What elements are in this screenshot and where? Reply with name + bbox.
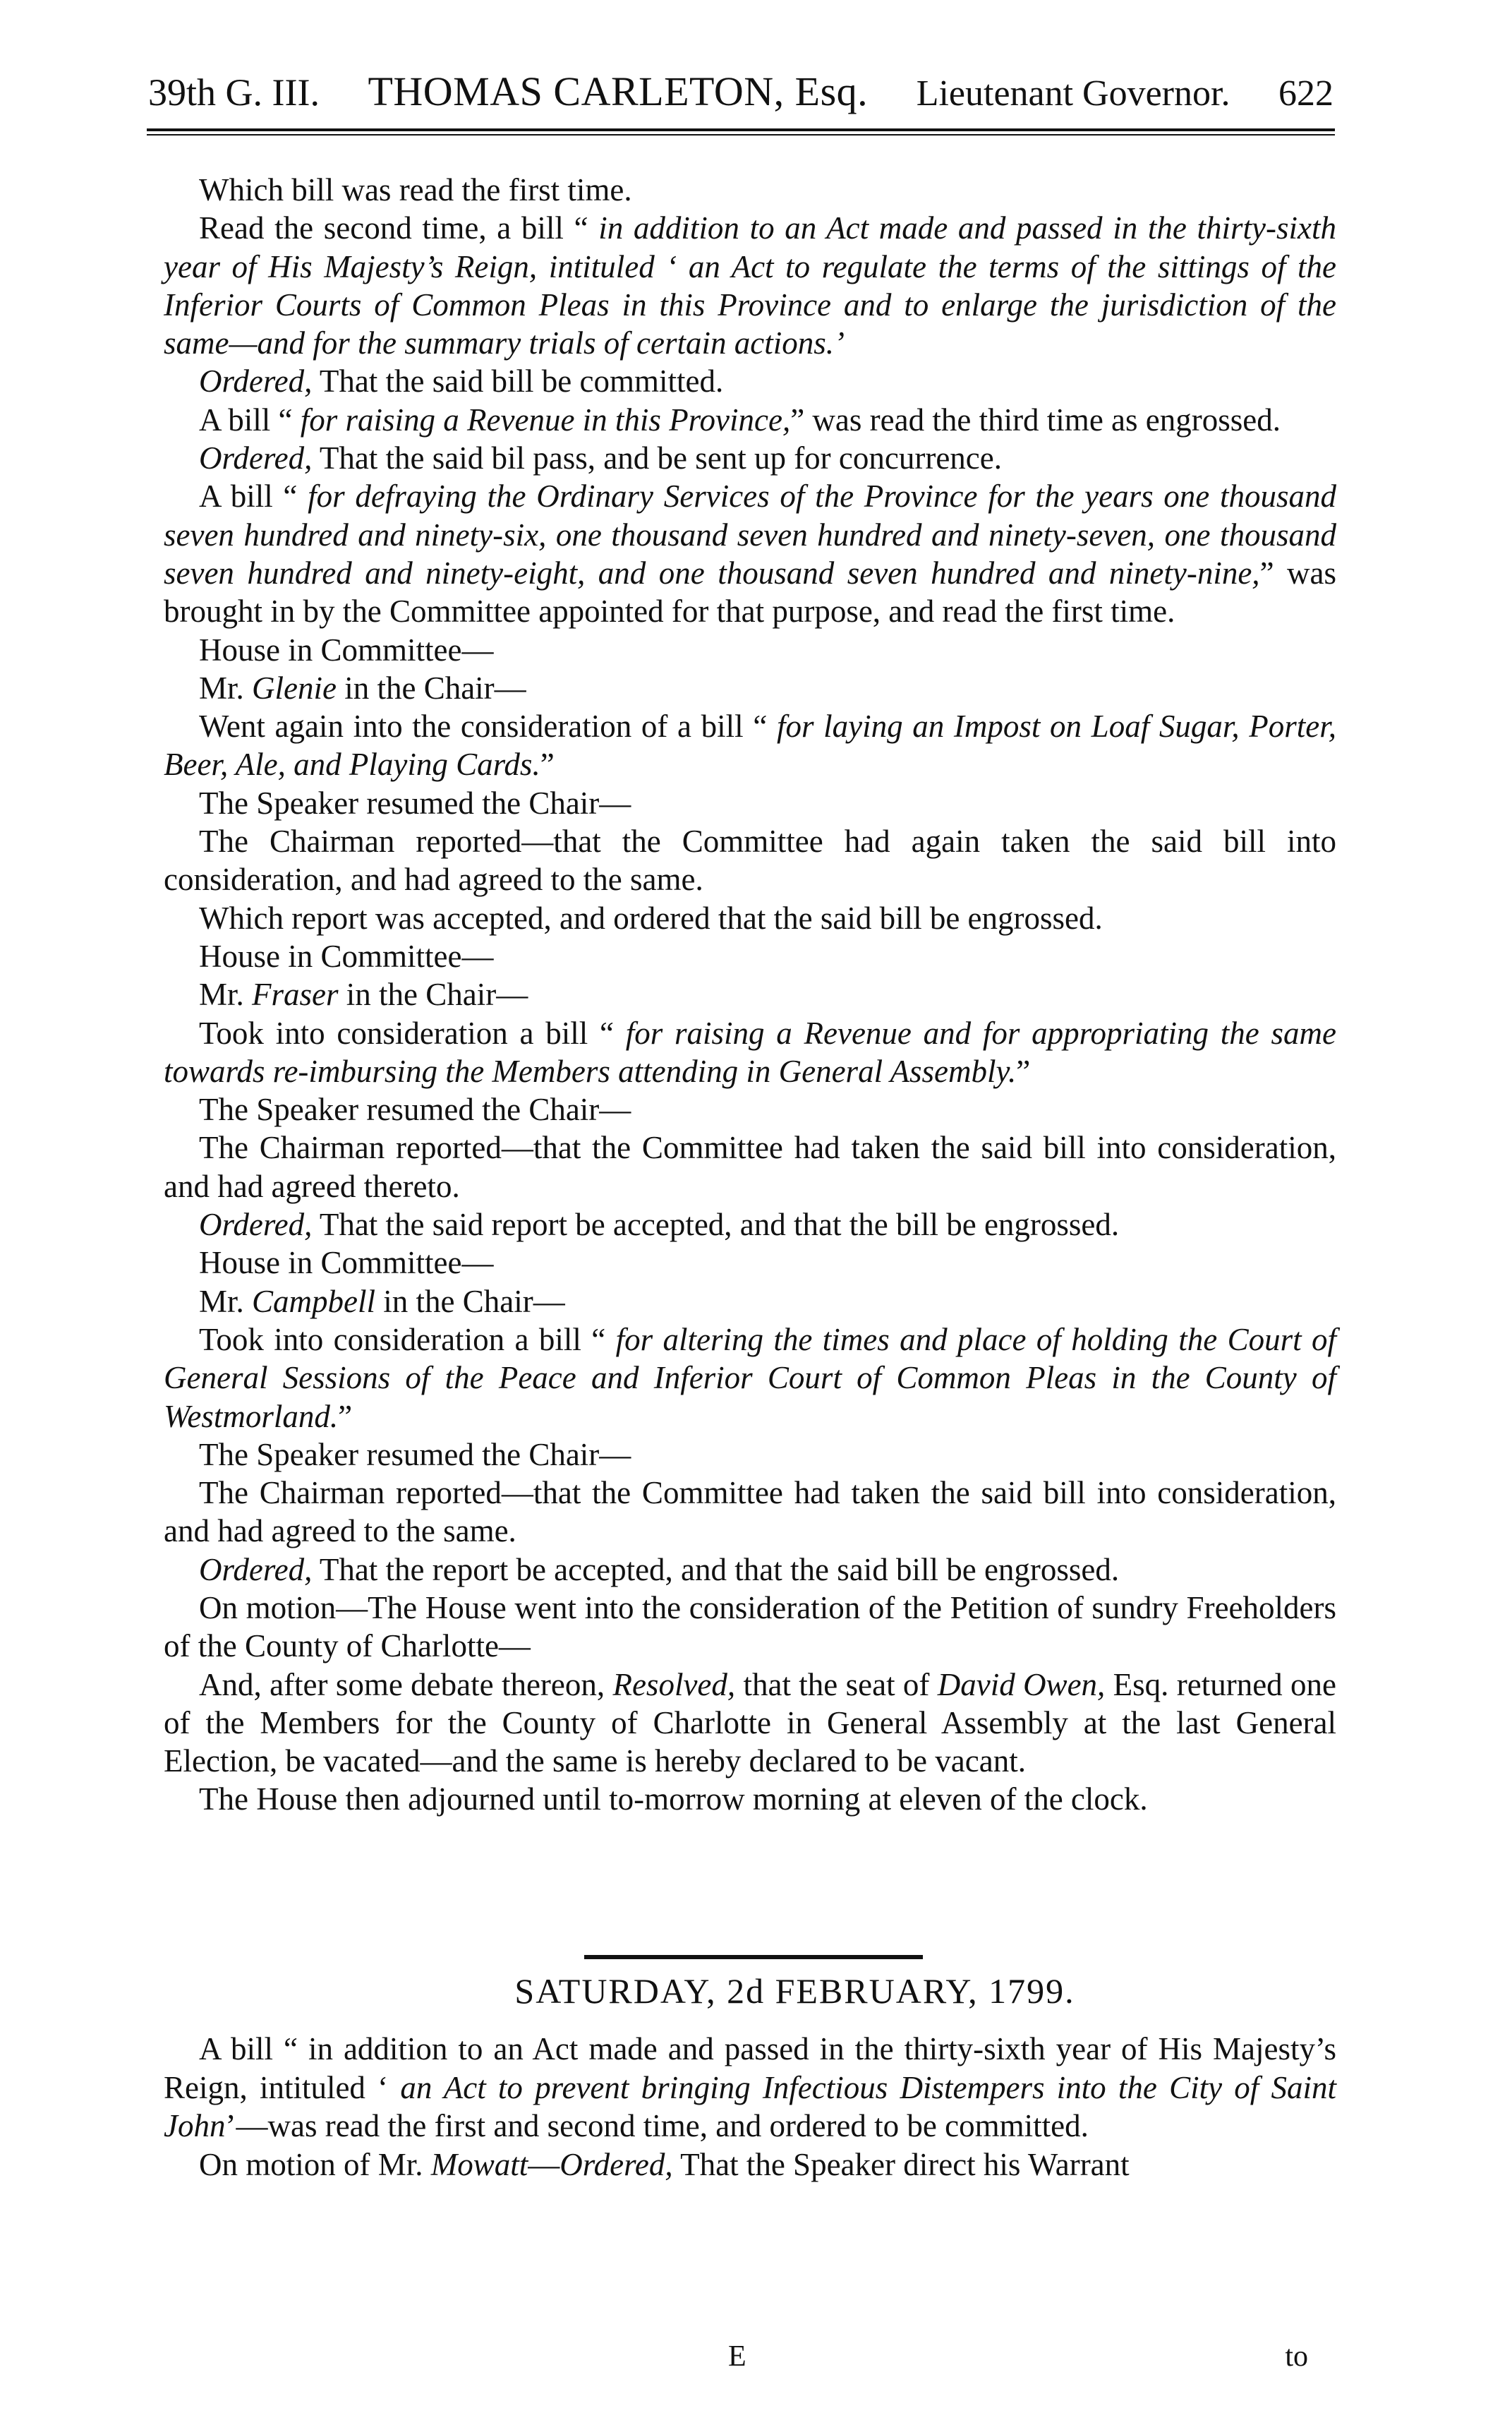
italic-text: Ordered, — [199, 363, 313, 399]
text-run: ” — [1016, 1053, 1031, 1089]
text-run: Mr. — [199, 1283, 253, 1319]
italic-text: Campbell — [252, 1283, 376, 1319]
paragraph — [164, 937, 1336, 975]
date-heading: SATURDAY, 2d FEBRUARY, 1799. — [514, 1971, 1075, 2011]
paragraph — [164, 1129, 1336, 1205]
paragraph — [164, 784, 1336, 822]
text-run: Which bill was read the first time. — [199, 172, 632, 207]
header-role: Lieutenant Governor. — [916, 73, 1230, 114]
text-run: Took into consideration a bill “ — [199, 1321, 616, 1357]
catchword: to — [1285, 2340, 1308, 2373]
italic-text: for raising a Revenue in this Province, — [300, 402, 791, 438]
paragraph — [164, 1320, 1336, 1436]
text-run: The Speaker resumed the Chair— — [199, 1436, 631, 1472]
text-run: A bill “ — [199, 402, 301, 438]
paragraph — [164, 477, 1336, 630]
paragraph — [164, 1436, 1336, 1474]
italic-text: for defraying the Ordinary Services of the Province for the years one thousand seven hundred and ninety-six, one thousand seven hundred and ninety-seven, one thousand seven hundred and ninety-eight, and one thousand seven hundred and ninety-nine, — [164, 479, 1336, 591]
session-label: 39th G. III. — [148, 71, 320, 114]
paragraph — [164, 975, 1336, 1013]
paragraph — [164, 2146, 1336, 2184]
text-run: On motion—The House went into the consideration of the Petition of sundry Freeholders of the County of Charlotte— — [164, 1589, 1336, 1664]
text-run: That the said bill be committed. — [312, 363, 724, 399]
text-run: House in Committee— — [199, 632, 494, 668]
text-run: The Chairman reported—that the Committee had taken the said bill into consideration, and had agreed to the same. — [164, 1475, 1336, 1549]
text-run: Mr. — [199, 977, 253, 1013]
text-run: Went again into the consideration of a bill “ — [199, 709, 777, 745]
paragraph — [164, 1014, 1336, 1091]
text-run: in the Chair— — [336, 670, 526, 706]
paragraph — [164, 2030, 1336, 2146]
text-run: And, after some debate thereon, — [199, 1666, 613, 1702]
paragraph — [164, 171, 1336, 209]
text-run: Mr. — [199, 670, 253, 706]
text-run: that the seat of — [735, 1666, 938, 1702]
text-run: in the Chair— — [338, 977, 528, 1013]
text-run: House in Committee— — [199, 938, 494, 974]
paragraph — [164, 439, 1336, 477]
text-run: in the Chair— — [375, 1283, 565, 1319]
paragraph — [164, 1551, 1336, 1589]
text-run: The House then adjourned until to-morrow morning at eleven of the clock. — [199, 1781, 1148, 1817]
text-run: On motion of Mr. — [199, 2146, 431, 2182]
paragraph — [164, 1090, 1336, 1129]
text-run: House in Committee— — [199, 1245, 494, 1281]
paragraph — [164, 1474, 1336, 1551]
italic-text: Resolved, — [612, 1666, 736, 1702]
journal-entries-saturday — [164, 2030, 1336, 2184]
text-run: ” was read the third time as engrossed. — [790, 402, 1281, 438]
paragraph — [164, 899, 1336, 937]
running-header — [148, 67, 1333, 119]
paragraph — [164, 1589, 1336, 1666]
italic-text: Ordered, — [199, 1207, 313, 1243]
italic-text: for altering the times and place of holding the Court of General Sessions of the Peace and Inferior Court of Common Pleas in the County of Westmorland. — [164, 1321, 1336, 1434]
paragraph — [164, 822, 1336, 899]
paragraph — [164, 707, 1336, 784]
italic-text: Mowatt — [430, 2146, 528, 2182]
signature-mark: E — [728, 2340, 746, 2373]
text-run: That the said report be accepted, and that the bill be engrossed. — [312, 1207, 1120, 1243]
paragraph — [164, 401, 1336, 439]
italic-text: David Owen, — [937, 1666, 1106, 1702]
text-run: That the report be accepted, and that the said bill be engrossed. — [312, 1551, 1120, 1587]
text-run: Esq. returned one of the Members for the County of Charlotte in General Assembly at the last General Election, be vacated—and the same is hereby declared to be vacant. — [164, 1666, 1336, 1779]
paragraph — [164, 1780, 1336, 1818]
text-run: The Speaker resumed the Chair— — [199, 1092, 631, 1128]
text-run: Read the second time, a bill “ — [199, 210, 599, 246]
paragraph — [164, 1282, 1336, 1320]
text-run: ” — [338, 1398, 353, 1434]
text-run: That the said bil pass, and be sent up for concurrence. — [312, 440, 1002, 476]
header-rule — [147, 128, 1335, 136]
paragraph — [164, 1205, 1336, 1244]
text-run: The Chairman reported—that the Committee had again taken the said bill into consideration, and had agreed to the same. — [164, 824, 1336, 898]
italic-text: Ordered, — [560, 2146, 673, 2182]
text-run: ” — [540, 747, 555, 783]
text-run: ” was brought in by the Committee appointed for that purpose, and read the first time. — [164, 555, 1336, 630]
paragraph — [164, 631, 1336, 669]
italic-text: Fraser — [252, 977, 339, 1013]
paragraph — [164, 669, 1336, 707]
text-run: Took into consideration a bill “ — [199, 1015, 626, 1051]
text-run: The Chairman reported—that the Committee had taken the said bill into consideration, and had agreed thereto. — [164, 1130, 1336, 1204]
italic-text: an Act to prevent bringing Infectious Distempers into the City of Saint John — [164, 2069, 1336, 2144]
text-run: Which report was accepted, and ordered that the said bill be engrossed. — [199, 900, 1103, 936]
italic-text: Glenie — [252, 670, 337, 706]
paragraph — [164, 1244, 1336, 1282]
text-run: — — [528, 2146, 560, 2182]
italic-text: for laying an Impost on Loaf Sugar, Porter, Beer, Ale, and Playing Cards. — [164, 709, 1337, 783]
page-number: 622 — [1278, 73, 1333, 114]
paragraph — [164, 1666, 1336, 1781]
text-run: ’—was read the first and second time, and ordered to be committed. — [225, 2108, 1089, 2144]
italic-text: for raising a Revenue and for appropriating the same towards re-imbursing the Members attending in General Assembly. — [164, 1015, 1336, 1089]
text-run: The Speaker resumed the Chair— — [199, 785, 631, 821]
italic-text: in addition to an Act made and passed in the thirty-sixth year of His Majesty’s Reign, intituled ‘ an Act to regulate the terms of the sittings of the Inferior Courts of Common Pleas in this Province and to enlarge the jurisdiction of the same—and for the summary trials of certain actions.’ — [164, 210, 1336, 361]
paragraph — [164, 362, 1336, 400]
text-run: A bill “ in addition to an Act made and passed in the thirty-sixth year of His Majesty’s Reign, intituled ‘ — [164, 2031, 1336, 2105]
journal-entries — [164, 171, 1336, 1819]
italic-text: Ordered, — [199, 440, 313, 476]
paragraph — [164, 209, 1336, 362]
text-run: A bill “ — [199, 479, 308, 515]
italic-text: Ordered, — [199, 1551, 313, 1587]
section-divider — [584, 1955, 923, 1959]
text-run: That the Speaker direct his Warrant — [672, 2146, 1130, 2182]
header-title: THOMAS CARLETON, Esq. — [368, 68, 869, 114]
